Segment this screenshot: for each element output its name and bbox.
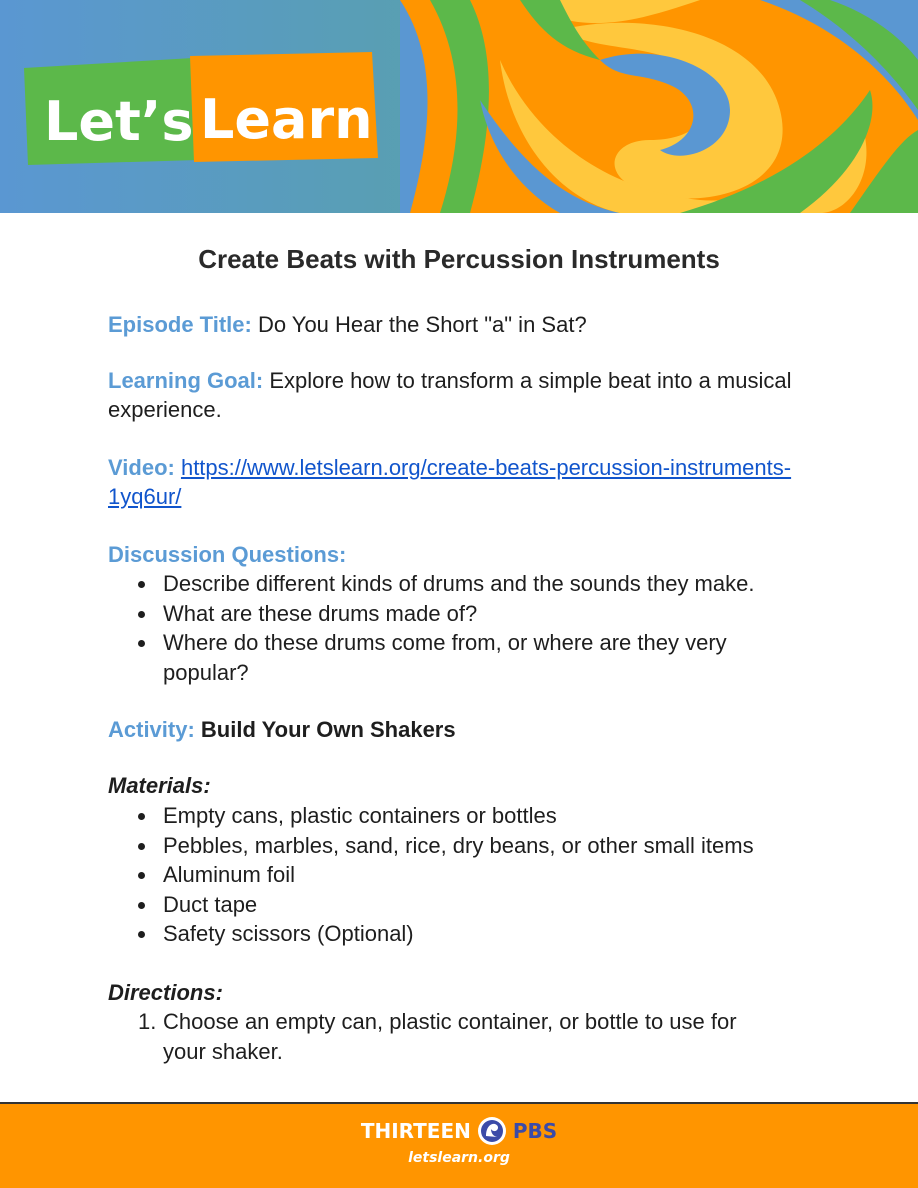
episode-title-label: Episode Title: (108, 312, 252, 337)
learning-goal-label: Learning Goal: (108, 368, 264, 393)
list-item: Aluminum foil (108, 860, 828, 890)
video-field (108, 453, 818, 511)
banner-artwork (0, 0, 918, 213)
list-item: Where do these drums come from, or where are they very popular? (108, 628, 828, 687)
logo-word-learn: Learn (200, 88, 373, 151)
episode-title-field (108, 310, 818, 339)
list-item: Duct tape (108, 890, 828, 920)
episode-title-value: Do You Hear the Short "a" in Sat? (251, 312, 587, 337)
footer-brand (0, 1116, 918, 1146)
directions-heading: Directions: (108, 980, 223, 1005)
activity-value: Build Your Own Shakers (200, 717, 456, 742)
activity-field (108, 715, 818, 744)
list-item (108, 1007, 828, 1066)
header-banner (0, 0, 918, 213)
discussion-list (108, 569, 828, 687)
list-item: What are these drums made of? (108, 599, 828, 629)
footer-url[interactable]: letslearn.org (408, 1150, 510, 1166)
list-item: Empty cans, plastic containers or bottles (108, 801, 828, 831)
discussion-heading (108, 540, 818, 569)
logo-word-lets: Let’s (44, 90, 194, 153)
swirl-pattern (400, 0, 918, 213)
list-item: Pebbles, marbles, sand, rice, dry beans, or other small items (108, 831, 828, 861)
learning-goal-value: Explore how to transform a simple beat into a musical experience. (108, 368, 792, 422)
lets-learn-logo (24, 52, 378, 165)
thirteen-wordmark: THIRTEEN (360, 1119, 471, 1143)
learning-goal-field (108, 366, 818, 424)
video-label: Video: (108, 455, 175, 480)
footer-bar (0, 1102, 918, 1188)
pbs-head-icon (477, 1116, 507, 1146)
activity-label: Activity: (108, 717, 195, 742)
step-number: 1. (138, 1009, 157, 1034)
step-text: Choose an empty can, plastic container, or bottle to use for your shaker. (163, 1009, 737, 1064)
discussion-label: Discussion Questions: (108, 542, 347, 567)
materials-list (108, 801, 828, 949)
list-item: Describe different kinds of drums and the sounds they make. (108, 569, 828, 599)
list-item: Safety scissors (Optional) (108, 919, 828, 949)
page-title: Create Beats with Percussion Instruments (198, 244, 720, 274)
video-link[interactable]: https://www.letslearn.org/create-beats-percussion-instruments-1yq6ur/ (108, 455, 792, 509)
directions-list (108, 1007, 828, 1066)
materials-heading: Materials: (108, 773, 211, 798)
pbs-wordmark: PBS (512, 1119, 558, 1143)
